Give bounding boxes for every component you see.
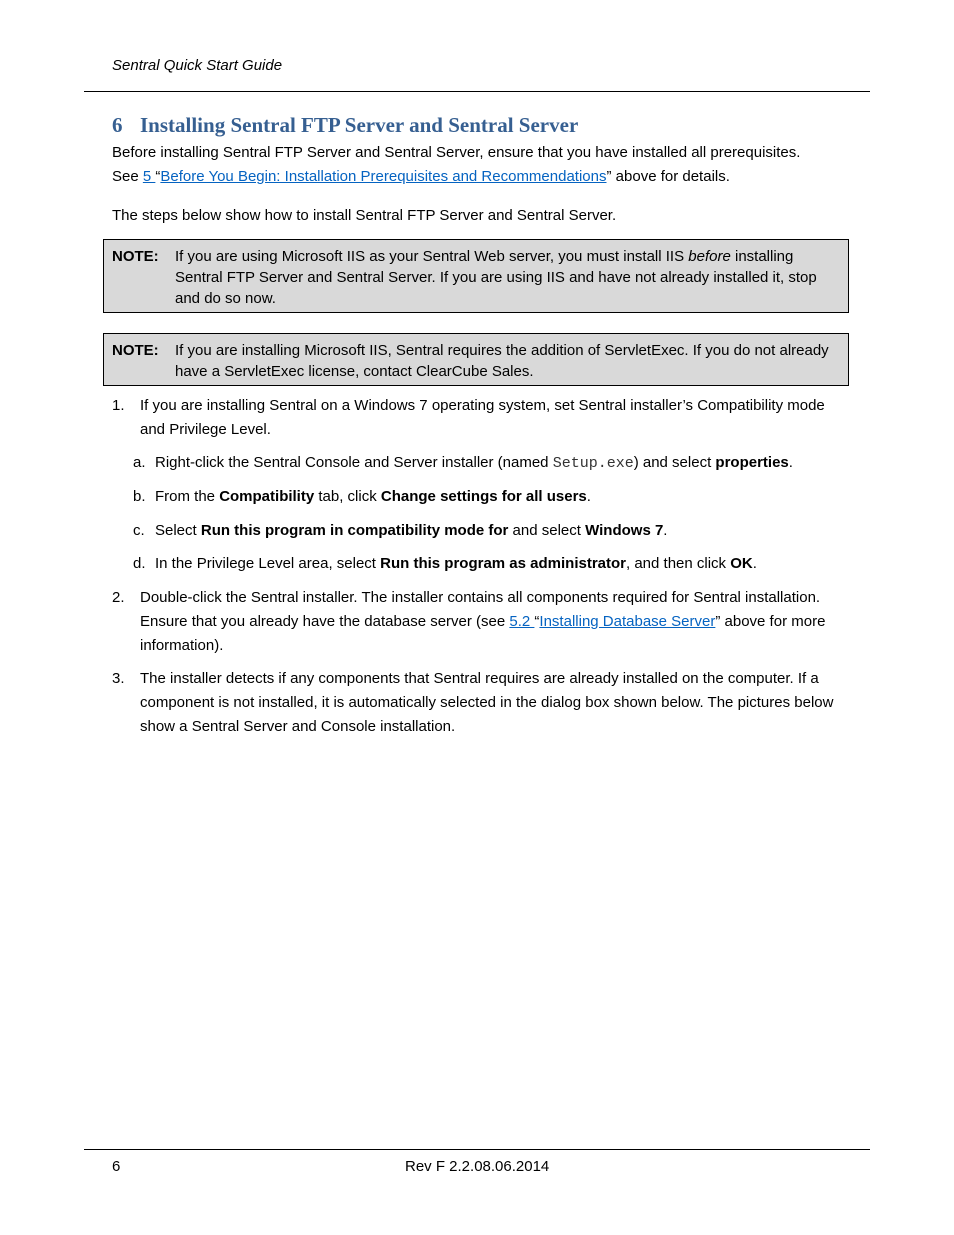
- substep-marker: b.: [133, 488, 146, 505]
- note-text-part: If you are using Microsoft IIS as your Sentral Web server, you must install IIS: [175, 248, 689, 265]
- substep-text: .: [752, 555, 757, 572]
- note-text-part: installing Sentral FTP Server and Sentral Server. If you are using IIS and have not already installed it, stop and do so now.: [175, 248, 817, 307]
- open-quote: “: [534, 613, 540, 630]
- section-number: 6: [112, 113, 123, 137]
- ui-term: properties: [715, 454, 789, 471]
- step-marker: 3.: [112, 670, 125, 687]
- intro-paragraph-line-1: Before installing Sentral FTP Server and Sentral Server, ensure that you have installed all prerequisites.: [112, 144, 801, 161]
- note-emphasis: before: [688, 248, 731, 265]
- see-text: See: [112, 168, 143, 185]
- step-3: [112, 667, 842, 739]
- section-5-link[interactable]: 5: [142, 168, 156, 185]
- note-text: [175, 246, 845, 309]
- substep-text: Right-click the Sentral Console and Server installer (named: [155, 454, 553, 471]
- details-text: ” above for details.: [606, 168, 730, 185]
- substep-c: [133, 519, 848, 543]
- filename-code: Setup.exe: [552, 455, 634, 472]
- substep-text: and select: [508, 522, 586, 539]
- substep-text: ) and select: [633, 454, 716, 471]
- open-quote: “: [155, 168, 161, 185]
- substep-text: Select: [155, 522, 201, 539]
- substep-text: From the: [155, 488, 220, 505]
- step-marker: 2.: [112, 589, 125, 606]
- step-text-part: Double-click the Sentral installer. The installer contains all components required for Sentral installation. Ensure that you already have the database server (see: [140, 589, 821, 630]
- ui-term: Windows 7: [585, 522, 664, 539]
- step-marker: 1.: [112, 397, 125, 414]
- intro-paragraph-line-2: [112, 165, 730, 189]
- substep-marker: d.: [133, 555, 146, 572]
- steps-intro: The steps below show how to install Sentral FTP Server and Sentral Server.: [112, 207, 617, 224]
- note-text: If you are installing Microsoft IIS, Sentral requires the addition of ServletExec. If you do not already have a ServletExec license, contact ClearCube Sales.: [175, 342, 829, 380]
- substep-a: [133, 451, 848, 476]
- substep-text: .: [586, 488, 591, 505]
- step-text-part: ” above for more information).: [140, 613, 826, 654]
- prerequisites-link[interactable]: Before You Begin: Installation Prerequisites and Recommendations: [160, 168, 607, 185]
- step-text: [140, 586, 842, 658]
- substep-marker: a.: [133, 454, 146, 471]
- substep-text: In the Privilege Level area, select: [155, 555, 381, 572]
- ui-term: Change settings for all users: [380, 488, 587, 505]
- installing-database-server-link[interactable]: Installing Database Server: [539, 613, 716, 630]
- revision-label: Rev F 2.2.08.06.2014: [405, 1158, 550, 1175]
- page-number: 6: [112, 1158, 121, 1175]
- substep-marker: c.: [133, 522, 145, 539]
- note-box-iis: [103, 239, 849, 313]
- substep-d: [133, 552, 848, 576]
- substep-text: .: [788, 454, 793, 471]
- ui-term: Run this program in compatibility mode for: [200, 522, 509, 539]
- ui-term: Run this program as administrator: [380, 555, 626, 572]
- step-text: The installer detects if any components that Sentral requires are already installed on the computer. If a component is not installed, it is automatically selected in the dialog box shown below. The pictures below show a Sentral Server and Console installation.: [140, 670, 834, 735]
- note-label: NOTE:: [112, 248, 159, 265]
- step-text: If you are installing Sentral on a Windows 7 operating system, set Sentral installer’s Compatibility mode and Privilege Level.: [140, 397, 825, 438]
- substep-text: , and then click: [626, 555, 731, 572]
- note-label: NOTE:: [112, 342, 159, 359]
- header-rule: [84, 91, 870, 92]
- step-2: [112, 586, 842, 658]
- running-header: Sentral Quick Start Guide: [112, 57, 283, 74]
- section-heading: [112, 111, 578, 139]
- section-title: Installing Sentral FTP Server and Sentral Server: [140, 113, 579, 137]
- ui-term: Compatibility: [219, 488, 315, 505]
- substep-b: [133, 485, 848, 509]
- substep-text: tab, click: [314, 488, 381, 505]
- step-1: [112, 394, 842, 442]
- section-5-2-link[interactable]: 5.2: [509, 613, 535, 630]
- note-box-servletexec: [103, 333, 849, 386]
- substep-text: .: [663, 522, 668, 539]
- ui-term: OK: [730, 555, 753, 572]
- footer-rule: [84, 1149, 870, 1150]
